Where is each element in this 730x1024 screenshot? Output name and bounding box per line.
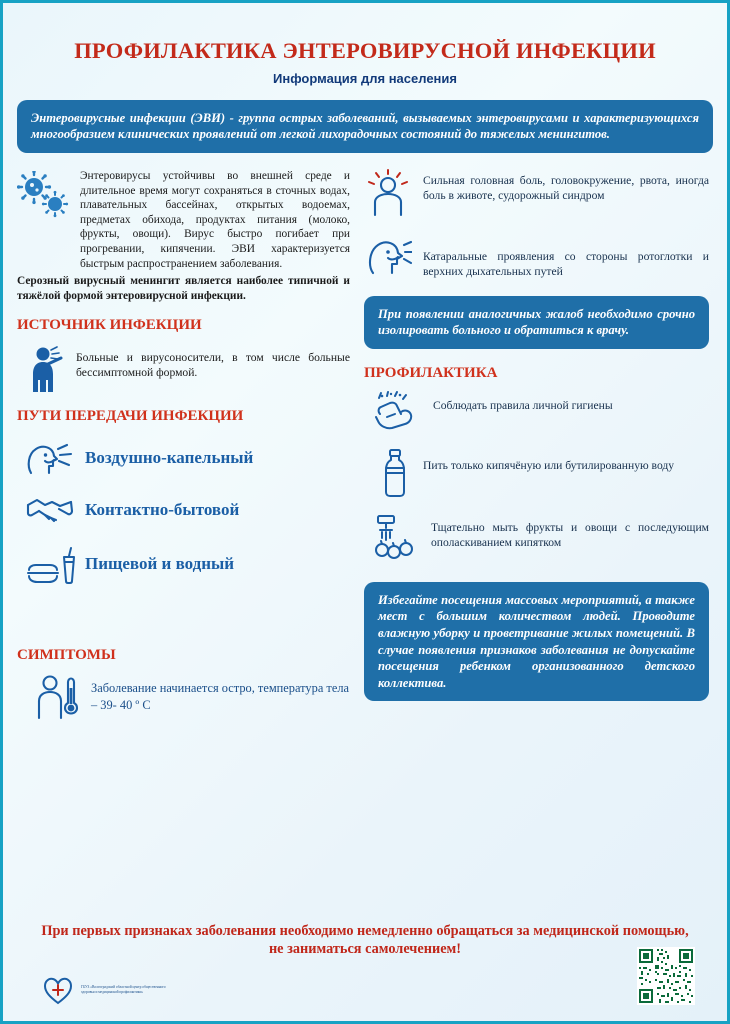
catarrhal-block xyxy=(364,233,709,280)
routes-heading: ПУТИ ПЕРЕДАЧИ ИНФЕКЦИИ xyxy=(17,408,244,425)
left-column xyxy=(17,167,350,722)
washing-hands-icon xyxy=(370,390,422,432)
headache-block xyxy=(364,169,709,217)
footer-bar xyxy=(17,965,713,1011)
washing-vegetables-icon xyxy=(368,514,420,560)
prevention-hygiene-block xyxy=(364,390,709,432)
health-center-logo-icon xyxy=(41,973,75,1007)
prevention-water-block xyxy=(364,448,709,498)
organization-logo xyxy=(41,973,167,1007)
prevention-vegetables-block xyxy=(364,514,709,560)
prevention-hygiene-text: Соблюдать правила личной гигиены xyxy=(433,398,613,412)
qr-code-icon[interactable] xyxy=(637,947,695,1005)
right-column xyxy=(364,167,709,722)
prevention-vegetables-text: Тщательно мыть фрукты и овощи с последующим ополаскиванием кипятком xyxy=(431,520,709,550)
burger-drink-icon xyxy=(25,543,75,585)
sick-person-icon xyxy=(27,342,67,394)
source-block xyxy=(17,342,350,394)
virus-stability-text: Энтеровирусы устойчивы во внешней среде и длительное время могут сохраняться в сточных водах, плавательных бассейнах, открытых водоемах, предметах обихода, продуктах питания (молоко, фрукты, овощи). Вирус быстро погибает при прогревании, кипячении. ЭВИ характеризуется быстрым распространением заболевания. xyxy=(80,169,350,270)
route-airborne-label: Воздушно-капельный xyxy=(85,448,254,468)
prevention-water-text: Пить только кипячёную или бутилированную воду xyxy=(423,458,675,472)
water-bottle-icon xyxy=(378,448,412,498)
symptoms-heading: СИМПТОМЫ xyxy=(17,647,116,664)
catarrhal-text: Катаральные проявления со стороны ротоглотки и верхних дыхательных путей xyxy=(423,249,709,279)
headache-text: Сильная головная боль, головокружение, рвота, иногда боль в животе, судорожный синдром xyxy=(423,173,709,203)
virus-icon xyxy=(17,169,71,219)
symptom-text: Заболевание начинается остро, температура тела – 39- 40 º С xyxy=(91,681,350,713)
handshake-icon xyxy=(25,491,75,529)
route-airborne xyxy=(17,439,350,477)
route-food-label: Пищевой и водный xyxy=(85,554,235,574)
headache-person-icon xyxy=(364,169,412,217)
route-contact xyxy=(17,491,350,529)
symptom-block xyxy=(17,674,350,722)
page-title: ПРОФИЛАКТИКА ЭНТЕРОВИРУСНОЙ ИНФЕКЦИИ xyxy=(74,38,656,63)
footer-call-to-action: При первых признаках заболевания необходимо немедленно обращаться за медицинской помощью, не заниматься самолечением! xyxy=(41,922,689,958)
organization-logo-text: ГБУЗ «Волгоградский областной центр общественного здоровья и медицинской профилактики» xyxy=(81,984,166,994)
route-contact-label: Контактно-бытовой xyxy=(85,500,240,520)
person-thermometer-icon xyxy=(35,674,79,722)
source-heading: ИСТОЧНИК ИНФЕКЦИИ xyxy=(17,317,202,334)
sore-throat-head-icon xyxy=(364,233,412,277)
virus-stability-block xyxy=(17,169,350,271)
meningitis-text: Серозный вирусный менингит является наиболее типичной и тяжёлой формой энтеровирусной инфекции. xyxy=(17,275,350,302)
page-subtitle: Информация для населения xyxy=(273,70,457,86)
prevention-heading: ПРОФИЛАКТИКА xyxy=(364,364,498,381)
intro-banner: Энтеровирусные инфекции (ЭВИ) - группа острых заболеваний, вызываемых энтеровирусами и характеризующихся многообразием клинических проявлений от легкой лихорадочных состояний до тяжелых менингитов. xyxy=(17,100,713,153)
route-food-water xyxy=(17,543,350,585)
source-text: Больные и вирусоносители, в том числе больные бессимптомной формой. xyxy=(76,351,350,380)
content-columns xyxy=(17,167,713,722)
avoid-crowds-banner: Избегайте посещения массовых мероприятий, а также мест с большим количеством людей. Проводите влажную уборку и проветривание жилых помещений. В случае появления признаков заболевания не допускайте посещения ребенком организованного детского коллектива. xyxy=(364,582,709,702)
isolate-banner: При появлении аналогичных жалоб необходимо срочно изолировать больного и обратиться к врачу. xyxy=(364,296,709,349)
coughing-head-icon xyxy=(25,439,75,477)
